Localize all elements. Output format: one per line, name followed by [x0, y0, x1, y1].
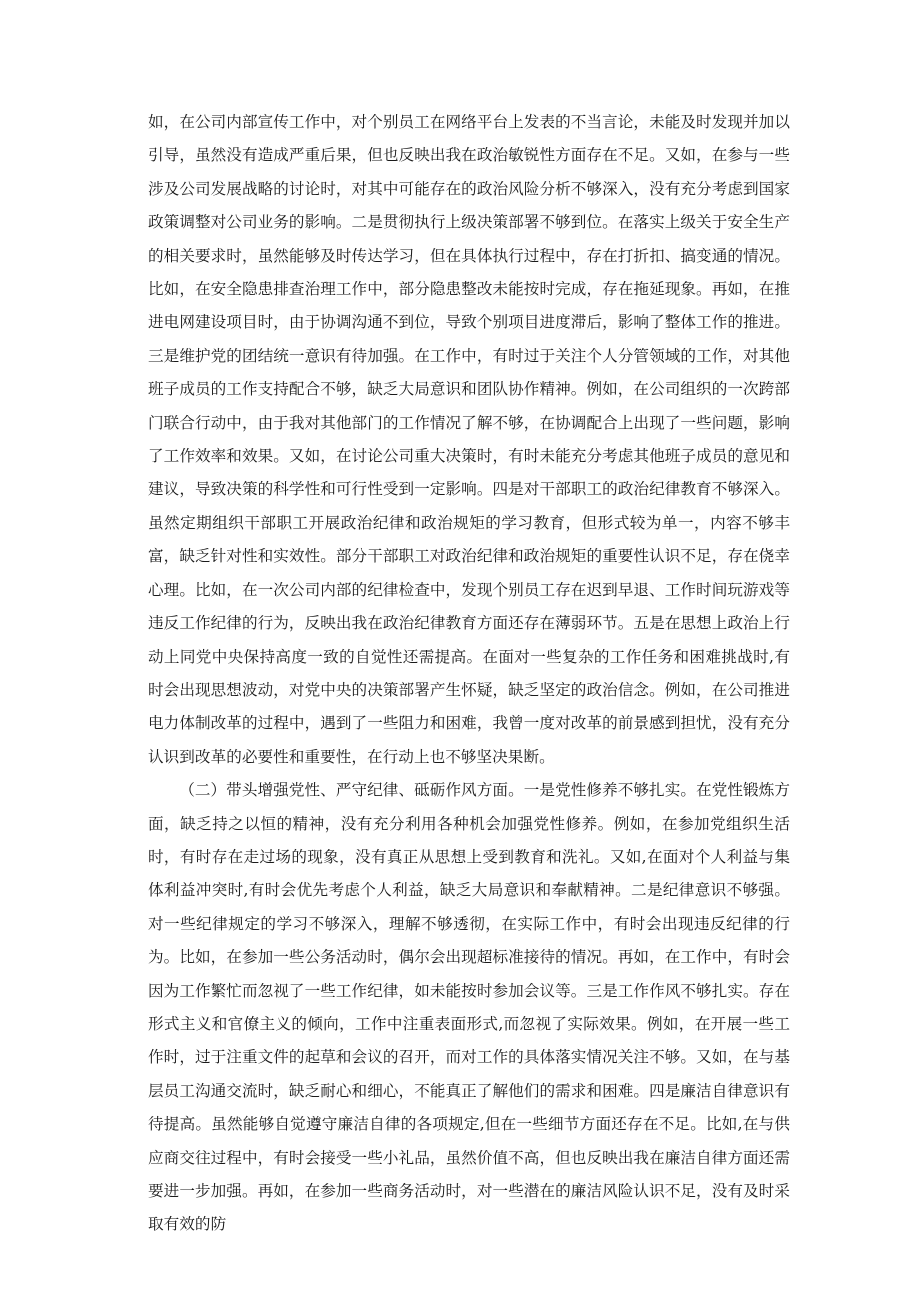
paragraph-2: （二）带头增强党性、严守纪律、砥砺作风方面。一是党性修养不够扎实。在党性锻炼方面，缺乏持之以恒的精神，没有充分利用各种机会加强党性修养。例如，在参加党组织生活时，有时存在走过场的现象，没有真正从思想上受到教育和洗礼。又如,在面对个人利益与集体利益冲突时,有时会优先考虑个人利益，缺乏大局意识和奉献精神。二是纪律意识不够强。对一些纪律规定的学习不够深入，理解不够透彻，在实际工作中，有时会出现违反纪律的行为。比如，在参加一些公务活动时，偶尔会出现超标准接待的情况。再如，在工作中，有时会因为工作繁忙而忽视了一些工作纪律，如未能按时参加会议等。三是工作作风不够扎实。存在形式主义和官僚主义的倾向，工作中注重表面形式,而忽视了实际效果。例如，在开展一些工作时，过于注重文件的起草和会议的召开，而对工作的具体落实情况关注不够。又如，在与基层员工沟通交流时，缺乏耐心和细心，不能真正了解他们的需求和困难。四是廉洁自律意识有待提高。虽然能够自觉遵守廉洁自律的各项规定,但在一些细节方面还存在不足。比如,在与供应商交往过程中，有时会接受一些小礼品，虽然价值不高，但也反映出我在廉洁自律方面还需要进一步加强。再如，在参加一些商务活动时，对一些潜在的廉洁风险认识不足，没有及时采取有效的防 — [148, 781, 790, 1234]
document-page — [148, 106, 790, 1242]
paragraph-1: 如，在公司内部宣传工作中，对个别员工在网络平台上发表的不当言论，未能及时发现并加以引导，虽然没有造成严重后果，但也反映出我在政治敏锐性方面存在不足。又如，在参与一些涉及公司发展战略的讨论时，对其中可能存在的政治风险分析不够深入，没有充分考虑到国家政策调整对公司业务的影响。二是贯彻执行上级决策部署不够到位。在落实上级关于安全生产的相关要求时，虽然能够及时传达学习，但在具体执行过程中，存在打折扣、搞变通的情况。比如，在安全隐患排查治理工作中，部分隐患整改未能按时完成，存在拖延现象。再如，在推进电网建设项目时，由于协调沟通不到位，导致个别项目进度滞后，影响了整体工作的推进。三是维护党的团结统一意识有待加强。在工作中，有时过于关注个人分管领域的工作，对其他班子成员的工作支持配合不够，缺乏大局意识和团队协作精神。例如，在公司组织的一次跨部门联合行动中，由于我对其他部门的工作情况了解不够，在协调配合上出现了一些问题，影响了工作效率和效果。又如，在讨论公司重大决策时，有时未能充分考虑其他班子成员的意见和建议，导致决策的科学性和可行性受到一定影响。四是对干部职工的政治纪律教育不够深入。虽然定期组织干部职工开展政治纪律和政治规矩的学习教育，但形式较为单一，内容不够丰富，缺乏针对性和实效性。部分干部职工对政治纪律和政治规矩的重要性认识不足，存在侥幸心理。比如，在一次公司内部的纪律检查中，发现个别员工存在迟到早退、工作时间玩游戏等违反工作纪律的行为，反映出我在政治纪律教育方面还存在薄弱环节。五是在思想上政治上行动上同党中央保持高度一致的自觉性还需提高。在面对一些复杂的工作任务和困难挑战时,有时会出现思想波动，对党中央的决策部署产生怀疑，缺乏坚定的政治信念。例如，在公司推进电力体制改革的过程中，遇到了一些阻力和困难，我曾一度对改革的前景感到担忧，没有充分认识到改革的必要性和重要性，在行动上也不够坚决果断。 — [148, 113, 790, 766]
